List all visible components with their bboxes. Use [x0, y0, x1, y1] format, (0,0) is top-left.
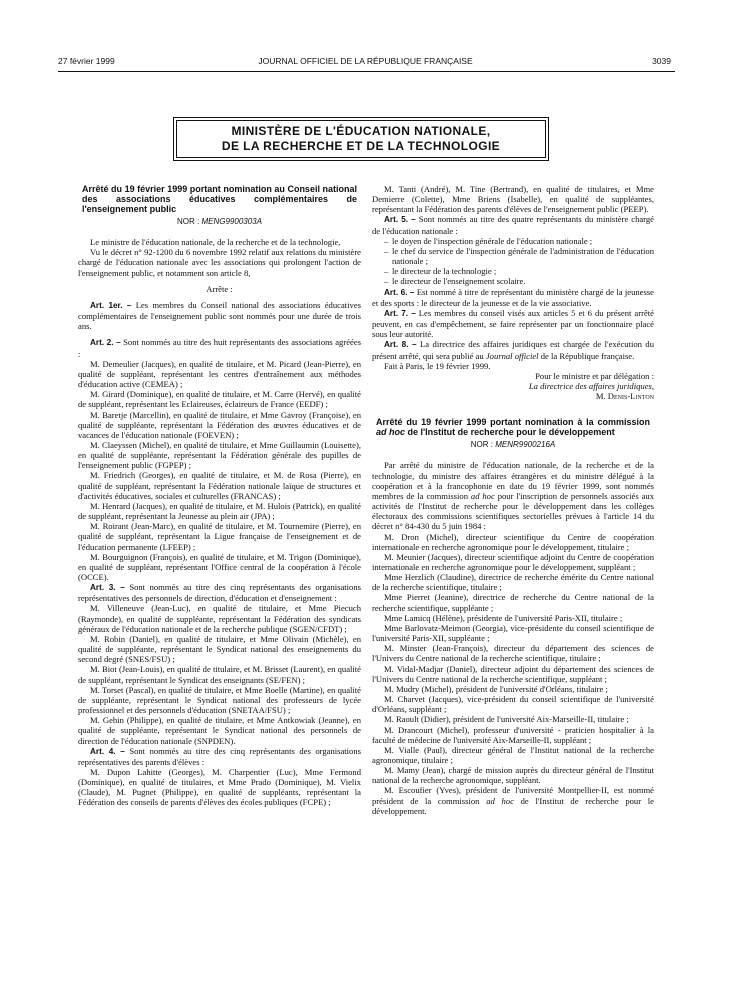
signature-name: M. Denis-Linton — [595, 391, 654, 402]
article-1-label: Art. 1er. – — [90, 300, 132, 310]
article-3-label: Art. 3. – — [90, 583, 125, 593]
article-8-text-end: de la République française. — [540, 350, 635, 361]
decree-1-intro: Le ministre de l'éducation nationale, de la recherche et de la technologie, — [90, 237, 341, 248]
article-4-label: Art. 4. – — [90, 746, 125, 756]
article-5-label: Art. 5. – — [384, 215, 416, 225]
signature-delegation: Pour le ministre et par délégation : — [535, 370, 654, 381]
article-5-list-item: – le chef du service de l'inspection générale de l'administration de l'éducation nationale ; — [384, 245, 654, 267]
article-3-member: M. Biot (Jean-Louis), en qualité de titulaire, et M. Brisset (Laurent), en qualité de suppléant, représentant le Syndicat des enseignants (SE/FEN) ; — [78, 664, 361, 685]
decree-1-arrete: Arrête : — [206, 283, 233, 294]
article-8-label: Art. 8. – — [384, 340, 417, 350]
decree-2-member: Mme Barlovatz-Meimon (Georgia), vice-présidente du conseil scientifique de l'université Paris-XII, suppléante ; — [372, 622, 654, 644]
decree-2-member: M. Raoult (Didier), président de l'université Aix-Marseille-II, titulaire ; — [384, 714, 629, 725]
decree-2-president — [372, 785, 654, 815]
decree-2-member: M. Mamy (Jean), chargé de mission auprès du directeur général de l'Institut national de la recherche agronomique, suppléant. — [372, 765, 654, 786]
left-column — [78, 184, 361, 808]
article-2-member: M. Roirant (Jean-Marc), en qualité de titulaire, et M. Tournemire (Pierre), en qualité de suppléant, représentant la Ligue française de l'enseignement et de l'éducation permanente (LFEEP) ; — [78, 521, 361, 552]
article-4-text: Sont nommés au titre des cinq représentants des organisations représentatives des parents d'élèves : — [78, 745, 362, 767]
ministry-line-1: MINISTÈRE DE L'ÉDUCATION NATIONALE, — [231, 124, 491, 138]
decree-2-intro-a: Par arrêté du ministre de l'éducation nationale, de la recherche et de la technologie, du ministre des affaires étrangères et du ministre délégué à la coopération et à la francophonie en date du 19 février 1999, sont nommés membres de la commission — [372, 460, 654, 501]
decree-2-member: M. Meunier (Jacques), directeur scientifique adjoint du Centre de coopération internationale en recherche agronomique pour le développement, suppléant ; — [372, 551, 654, 572]
decree-2-title-italic: ad hoc — [376, 427, 406, 438]
article-5-text: Sont nommés au titre des quatre représentants du ministère chargé de l'éducation nationale : — [372, 214, 655, 236]
article-4-member: M. Dupon Lahitte (Georges), M. Charpentier (Luc), Mme Fermond (Dominique), en qualité de titulaires, et Mme Prado (Dominique), M. Vielix (Claude), M. Pugnet (Philippe), en qualité de suppléants, représentant la Fédération des conseils de parents d'élèves des écoles publiques (FCPE) ; — [78, 766, 361, 808]
article-3 — [78, 582, 361, 603]
header-page-number: 3039 — [652, 56, 671, 66]
list-item-text: le directeur de la technologie ; — [392, 266, 497, 277]
decree-2-title-b: de l'Institut de recherche pour le développement — [407, 427, 615, 438]
decree-2-member: Mme Lamicq (Hélène), présidente de l'université Paris-XII, titulaire ; — [384, 612, 623, 623]
article-8-text: La directrice des affaires juridiques est chargée de l'exécution du présent arrêté, qui sera publié au — [372, 339, 654, 361]
decree-1-fait: Fait à Paris, le 19 février 1999. — [384, 360, 491, 371]
running-header — [0, 0, 731, 66]
article-3-member: M. Villeneuve (Jean-Luc), en qualité de titulaire, et Mme Piecuch (Raymonde), en qualité de suppléante, représentant la Fédération des syndicats généraux de l'éducation nationale et de la recherche publique (SGEN/CFDT) ; — [78, 603, 361, 634]
article-5-list-item: – le doyen de l'inspection générale de l'éducation nationale ; — [384, 235, 593, 246]
article-4-member: M. Tanti (André), M. Tine (Bertrand), en qualité de titulaires, et Mme Demierre (Colette), Mme Briens (Isabelle), en qualité de suppléantes, représentant la Fédération des parents d'élèves de l'enseignement public (PEEP). — [372, 184, 654, 215]
decree-2-member: M. Dron (Michel), directeur scientifique du Centre de coopération internationale en recherche agronomique pour le développement, titulaire ; — [372, 531, 654, 552]
list-item-text: le directeur de l'enseignement scolaire. — [392, 276, 526, 287]
header-date: 27 février 1999 — [58, 56, 115, 66]
header-rule — [58, 71, 675, 72]
decree-2-member: Mme Pierret (Jeanine), directrice de recherche du Centre national de la recherche scientifique, suppléante ; — [372, 592, 654, 613]
right-column — [372, 184, 654, 816]
article-7-text: Les membres du conseil visés aux articles 5 et 6 du présent arrêté peuvent, en cas d'empêchement, se faire représenter par un fonctionnaire placé sous leur autorité. — [372, 307, 654, 340]
article-5-list-item: – le directeur de l'enseignement scolaire. — [384, 276, 526, 287]
decree-2-intro — [372, 460, 654, 531]
article-1 — [78, 300, 361, 331]
decree-2-member: Mme Herzlich (Claudine), directrice de recherche émérite du Centre national de la recherche scientifique, titulaire ; — [372, 572, 654, 593]
article-3-member: M. Torset (Pascal), en qualité de titulaire, et Mme Boelle (Martine), en qualité de suppléante, représentant le Syndicat national des professeurs de lycée professionnel et des personnels d'éducation (SNETAA/FSU) ; — [78, 684, 361, 716]
decree-2-title — [376, 417, 650, 437]
decree-2-nor — [372, 440, 654, 450]
journal-officiel-ref: Journal officiel — [485, 350, 539, 361]
decree-2-member: M. Vialle (Paul), directeur général de l'Institut national de la recherche agronomique, titulaire ; — [372, 744, 654, 765]
article-3-text: Sont nommés au titre des cinq représentants des organisations représentatives des personnels de direction, d'éducation et d'enseignement : — [78, 582, 362, 604]
nor-prefix: NOR : — [177, 217, 200, 226]
article-2-member: M. Bourguignon (François), en qualité de titulaire, et M. Trigon (Dominique), en qualité de suppléant, représentant l'Office central de la coopération à l'école (OCCE). — [78, 551, 361, 582]
article-5-list-item: – le directeur de la technologie ; — [384, 266, 497, 277]
decree-2-intro-b: pour l'inscription de personnels associés aux activités de l'Institut de recherche pour le développement dans les collèges électoraux des commissions scientifiques sectorielles prévues à l'article 14 du décret n° 84-430 du 5 juin 1984 : — [372, 490, 654, 532]
article-2-text: Sont nommés au titre des huit représentants des associations agréées : — [78, 337, 361, 359]
ministry-box — [173, 117, 549, 161]
article-2 — [78, 337, 361, 358]
decree-2-intro-italic: ad hoc — [470, 490, 495, 501]
decree-2-member: M. Mudry (Michel), président de l'université d'Orléans, titulaire ; — [384, 683, 608, 694]
article-6 — [372, 287, 654, 308]
article-1-text: Les membres du Conseil national des associations éducatives complémentaires de l'enseignement public sont nommés pour une durée de trois ans. — [78, 299, 361, 332]
decree-2-title-a: Arrêté du 19 février 1999 portant nomination à la commission — [376, 417, 650, 428]
article-2-member: M. Girard (Dominique), en qualité de titulaire, et M. Carre (Hervé), en qualité de suppléant, représentant les Eclaireuses, éclaireurs de France (EEDF) ; — [78, 389, 361, 410]
article-6-text: Est nommé à titre de représentant du ministère chargé de la jeunesse et des sports : le directeur de la jeunesse et de la vie associative. — [372, 286, 654, 308]
article-7 — [372, 308, 654, 339]
decree-1-title: Arrêté du 19 février 1999 portant nomination au Conseil national des associations éducatives complémentaires de l'enseignement public — [82, 184, 357, 214]
article-2-label: Art. 2. – — [90, 338, 121, 348]
article-3-member: M. Robin (Daniel), en qualité de titulaire, et Mme Olivain (Michèle), en qualité de suppléante, représentant le Syndicat national des enseignements du second degré (SNES/FSU) ; — [78, 633, 361, 665]
article-2-member: M. Friedrich (Georges), en qualité de titulaire, et M. de Rosa (Pierre), en qualité de suppléant, représentant la Fédération nationale laïque de structures et d'activités éducatives, sociales et culturelles (FRANCAS) ; — [78, 470, 361, 501]
decree-2-president-italic: ad hoc — [486, 795, 514, 806]
decree-2-member: M. Drancourt (Michel), professeur d'université - praticien hospitalier à la faculté de médecine de l'université Aix-Marseille-II, suppléant ; — [372, 724, 654, 745]
decree-2-member: M. Vidal-Madjar (Daniel), directeur adjoint du département des sciences de l'Univers du Centre national de la recherche scientifique, suppléant ; — [372, 663, 654, 684]
article-7-label: Art. 7. – — [384, 308, 416, 318]
list-item-text: le doyen de l'inspection générale de l'éducation nationale ; — [392, 235, 593, 246]
article-8 — [372, 339, 654, 360]
decree-1-visa: Vu le décret n° 92-1200 du 6 novembre 1992 relatif aux relations du ministère chargé de l'éducation nationale avec les associations qui prolongent l'action de l'enseignement public, et notamment son article 8, — [78, 247, 361, 278]
article-3-member: M. Gehin (Philippe), en qualité de titulaire, et Mme Antkowiak (Jeanne), en qualité de suppléante, représentant le Syndicat national des personnels de direction de l'éducation nationale (SNPDEN). — [78, 715, 361, 746]
ministry-line-2: DE LA RECHERCHE ET DE LA TECHNOLOGIE — [221, 139, 501, 153]
decree-1-nor — [78, 217, 361, 227]
article-2-member: M. Henrard (Jacques), en qualité de titulaire, et M. Hulois (Patrick), en qualité de suppléant, représentant la Jeunesse au plein air (JPA) ; — [78, 500, 361, 522]
decree-2-member: M. Charvet (Jacques), vice-président du conseil scientifique de l'université d'Orléans, suppléant ; — [372, 694, 654, 715]
article-6-label: Art. 6. – — [384, 287, 415, 297]
article-5 — [372, 214, 654, 235]
nor-code: MENG9900303A — [201, 217, 262, 226]
signature-role: La directrice des affaires juridiques, — [528, 380, 654, 391]
nor-code: MENR9900216A — [495, 440, 556, 450]
list-item-text: le chef du service de l'inspection générale de l'administration de l'éducation nationale ; — [392, 245, 654, 267]
article-2-member: M. Claeyssen (Michel), en qualité de titulaire, et Mme Guillaumin (Louisette), en qualité de suppléante, représentant la Fédération générale des pupilles de l'enseignement public (FGPEP) ; — [78, 439, 361, 471]
article-4 — [78, 746, 361, 767]
nor-prefix: NOR : — [470, 440, 493, 450]
article-2-member: M. Baretje (Marcellin), en qualité de titulaire, et Mme Gavroy (Françoise), en qualité de suppléante, représentant la Fédération des œuvres éducatives et de vacances de l'éducation nationale (FOEVEN) ; — [78, 409, 361, 440]
header-journal-title: JOURNAL OFFICIEL DE LA RÉPUBLIQUE FRANÇAISE — [258, 56, 473, 66]
decree-2-member: M. Minster (Jean-François), directeur du département des sciences de l'Univers du Centre national de la recherche scientifique, titulaire ; — [372, 643, 654, 664]
decree-2-president-text: M. Escoufier (Yves), président de l'université Montpellier-II, est nommé président de la commission — [372, 785, 654, 806]
ministry-heading — [222, 124, 500, 154]
decree-2-president-tail: de l'Institut de recherche pour le développement. — [372, 795, 654, 816]
article-2-member: M. Demeulier (Jacques), en qualité de titulaire, et M. Picard (Jean-Pierre), en qualité de suppléant, représentant les centres d'entraînement aux méthodes d'éducation active (CEMEA) ; — [78, 358, 361, 390]
